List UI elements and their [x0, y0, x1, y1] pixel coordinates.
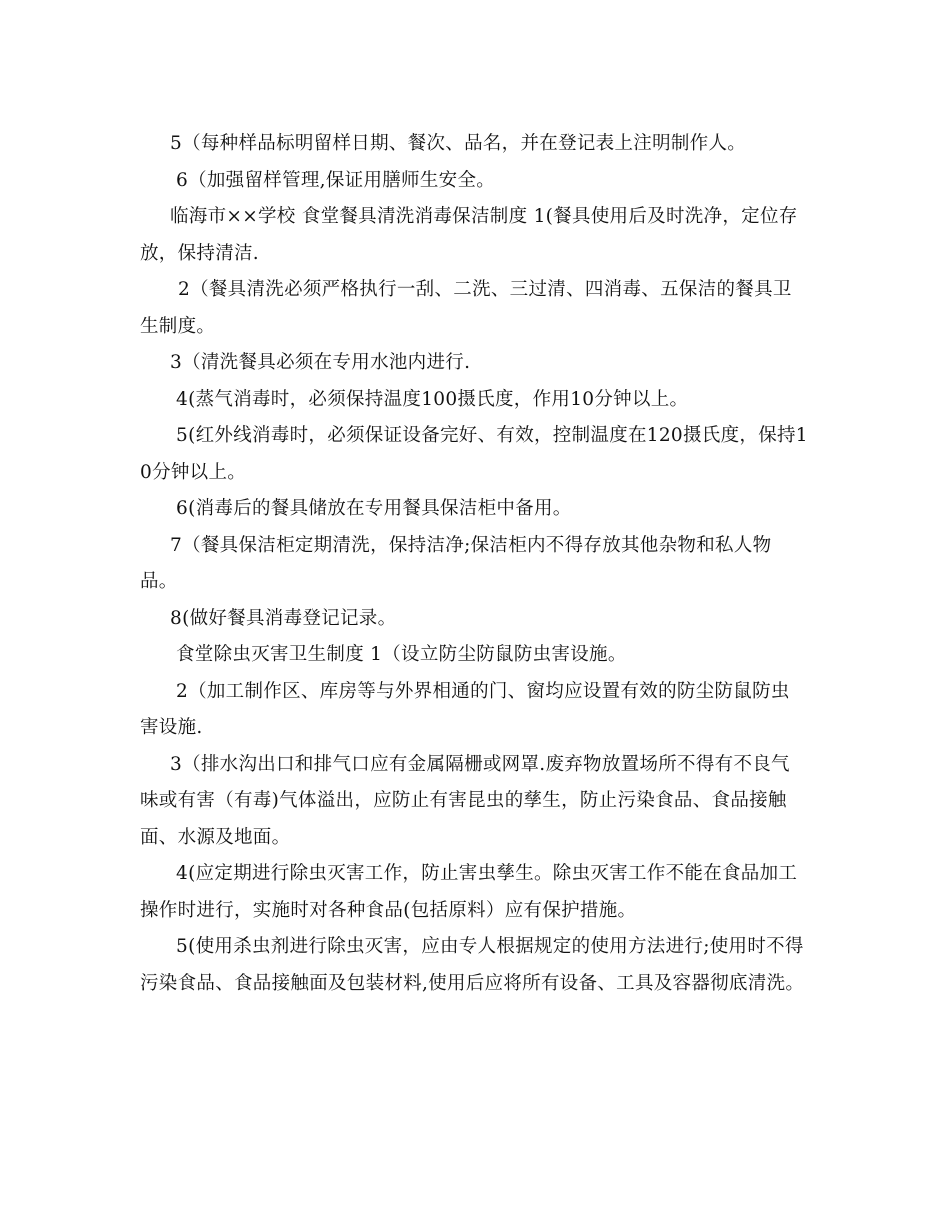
paragraph-cleaning-procedure: 2（餐具清洗必须严格执行一刮、二洗、三过清、四消毒、五保洁的餐具卫生制度。	[140, 279, 792, 337]
paragraph-infrared-disinfection: 5(红外线消毒时，必须保证设备完好、有效，控制温度在120摄氏度，保持10分钟以上。	[140, 425, 808, 483]
paragraph-steam-disinfection: 4(蒸气消毒时，必须保持温度100摄氏度，作用10分钟以上。	[176, 388, 689, 410]
paragraph-pest-control-title: 食堂除虫灭害卫生制度 1（设立防尘防鼠防虫害设施。	[176, 644, 627, 665]
paragraph-drain-and-waste: 3（排水沟出口和排气口应有金属隔栅或网罩.废弃物放置场所不得有不良气味或有害（有毒)气体溢出，应防止有害昆虫的孳生，防止污染食品、食品接触面、水源及地面。	[140, 753, 790, 848]
paragraph-cabinet-cleaning: 7（餐具保洁柜定期清洗，保持洁净;保洁柜内不得存放其他杂物和私人物品。	[140, 534, 772, 592]
paragraph-sample-labeling: 5（每种样品标明留样日期、餐次、品名，并在登记表上注明制作人。	[170, 133, 747, 154]
paragraph-insecticide-use: 5(使用杀虫剂进行除虫灭害，应由专人根据规定的使用方法进行;使用时不得污染食品、食品接触面及包装材料,使用后应将所有设备、工具及容器彻底清洗。	[140, 936, 805, 994]
document-body	[140, 126, 808, 1002]
paragraph-regular-pest-control: 4(应定期进行除虫灭害工作，防止害虫孳生。除虫灭害工作不能在食品加工操作时进行，实施时对各种食品(包括原料）应有保护措施。	[140, 863, 798, 921]
paragraph-dedicated-sink: 3（清洗餐具必须在专用水池内进行.	[170, 352, 471, 373]
paragraph-storage-cabinet: 6(消毒后的餐具储放在专用餐具保洁柜中备用。	[176, 498, 572, 519]
paragraph-sample-management: 6（加强留样管理,保证用膳师生安全。	[176, 169, 496, 191]
paragraph-disinfection-record: 8(做好餐具消毒登记记录。	[170, 607, 397, 629]
paragraph-tableware-cleaning-title: 临海市××学校 食堂餐具清洗消毒保洁制度 1(餐具使用后及时洗净，定位存放，保持清洁.	[140, 206, 798, 264]
paragraph-pest-facilities: 2（加工制作区、库房等与外界相通的门、窗均应设置有效的防尘防鼠防虫害设施.	[140, 680, 790, 738]
